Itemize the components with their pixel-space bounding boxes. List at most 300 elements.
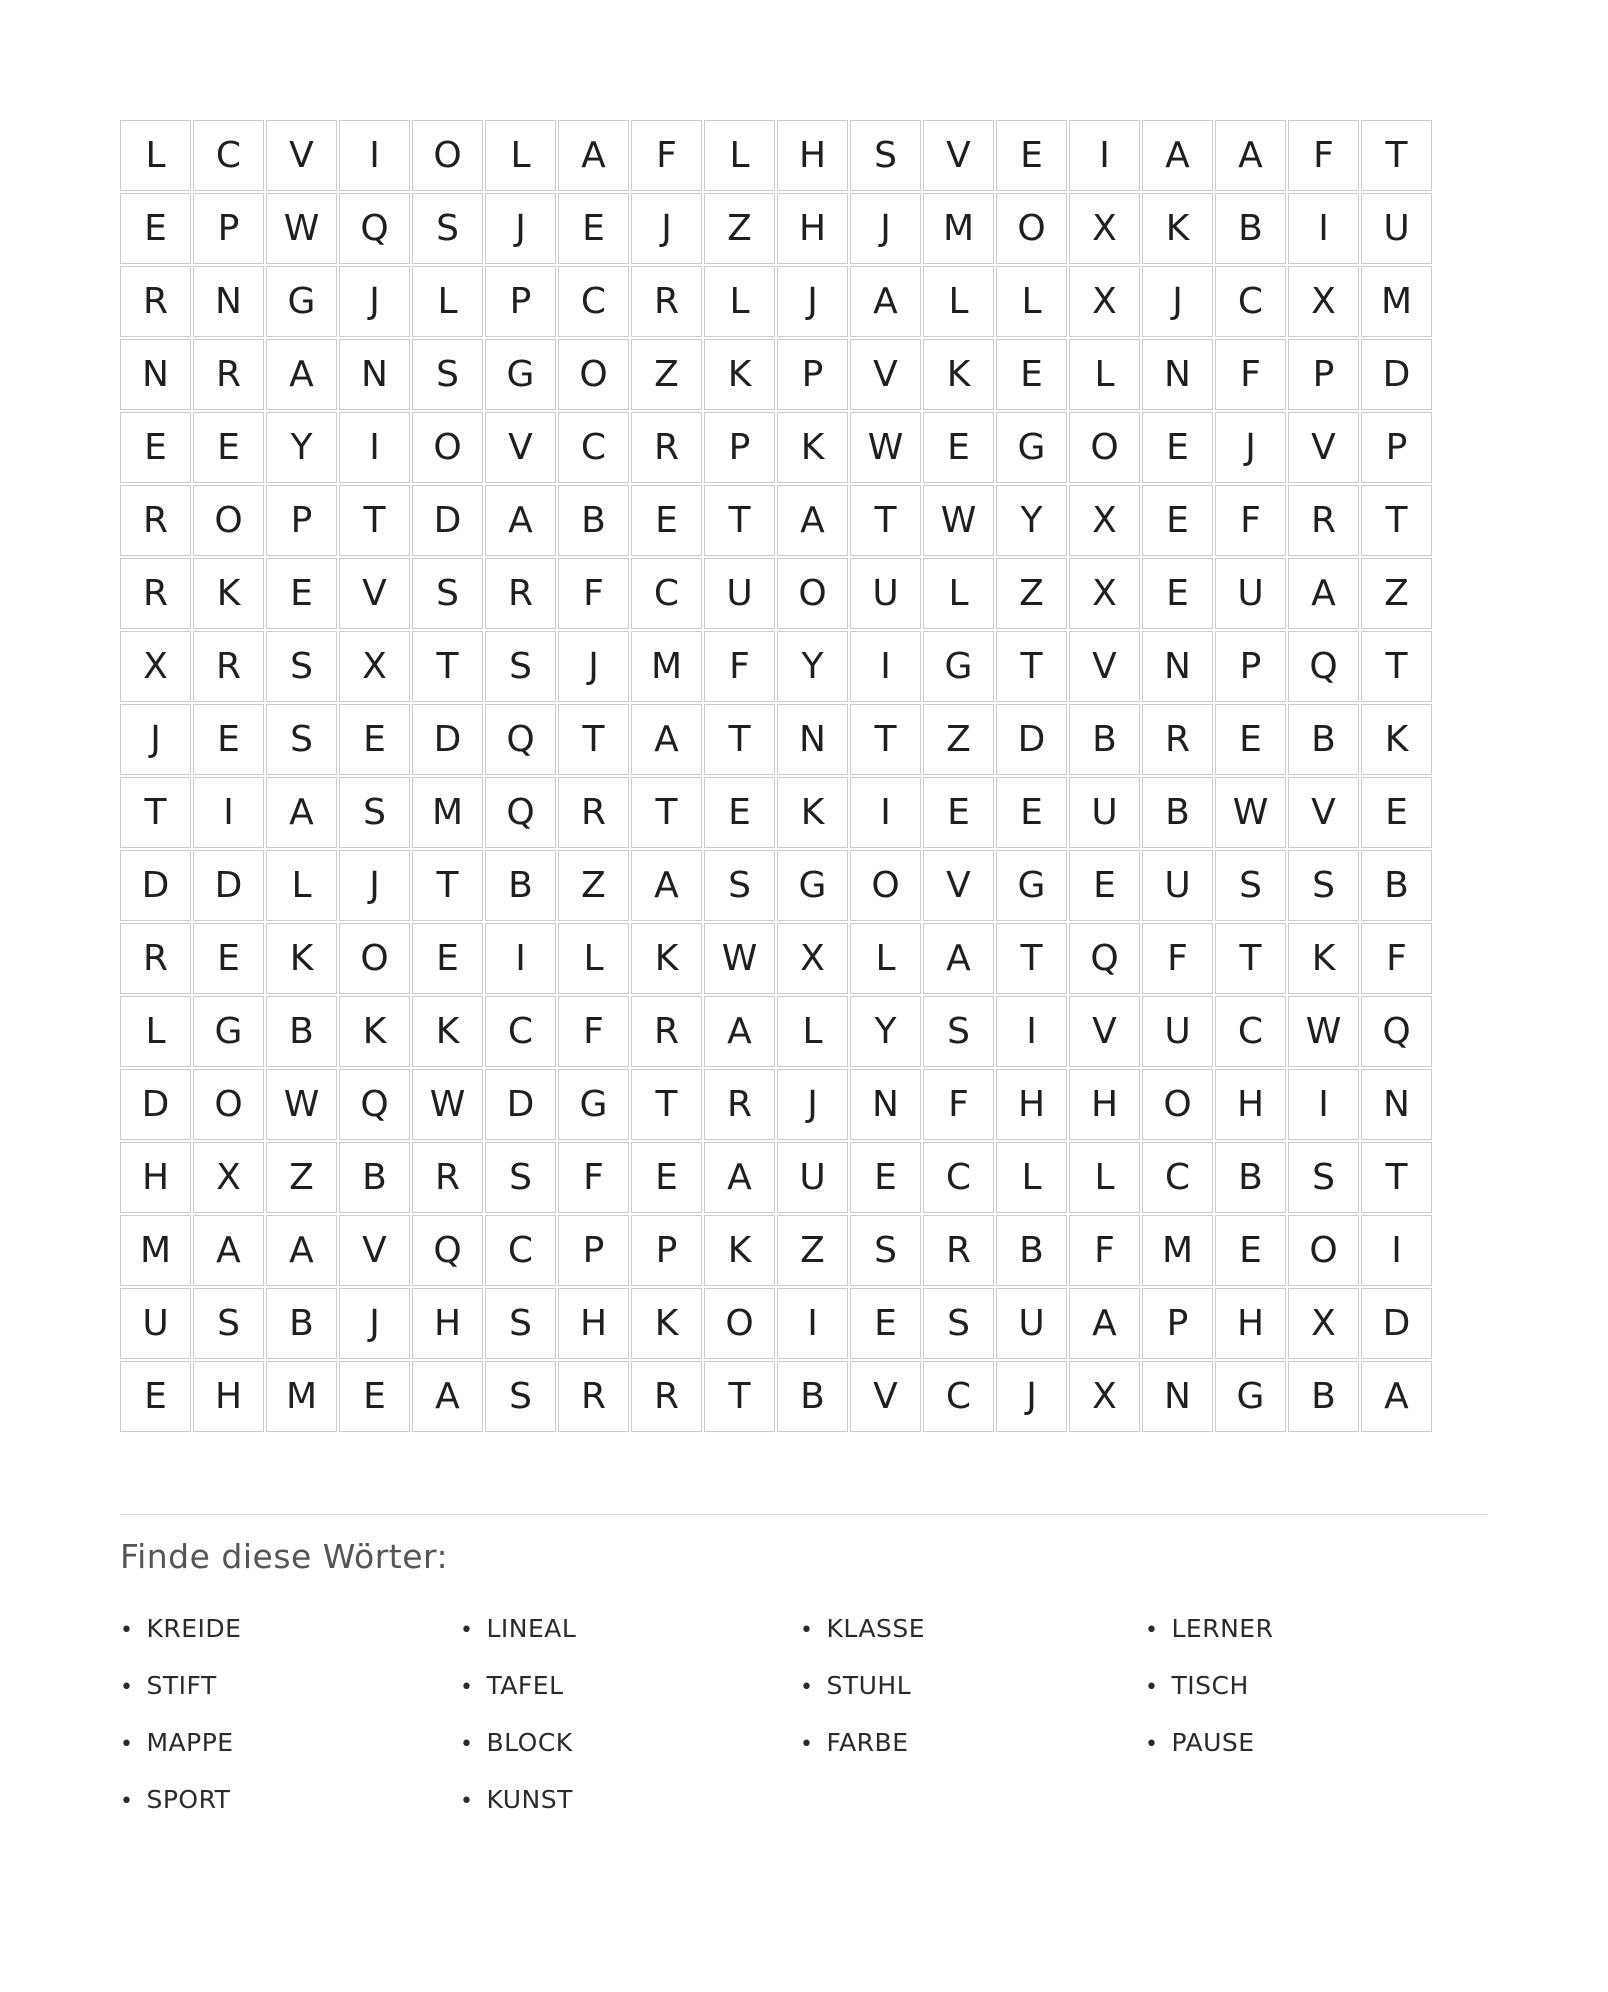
grid-cell-r6c18: T <box>1361 485 1432 556</box>
grid-cell-r12c8: K <box>631 923 702 994</box>
grid-cell-r13c15: U <box>1142 996 1213 1067</box>
grid-cell-r3c6: P <box>485 266 556 337</box>
grid-cell-r5c2: E <box>193 412 264 483</box>
grid-cell-r4c11: V <box>850 339 921 410</box>
word-item-lerner <box>1145 1614 1485 1671</box>
grid-cell-r14c11: N <box>850 1069 921 1140</box>
grid-cell-r2c7: E <box>558 193 629 264</box>
word-label: MAPPE <box>146 1728 234 1757</box>
grid-cell-r12c11: L <box>850 923 921 994</box>
grid-cell-r2c16: B <box>1215 193 1286 264</box>
grid-cell-r15c6: S <box>485 1142 556 1213</box>
grid-cell-r18c9: T <box>704 1361 775 1432</box>
grid-cell-r14c13: H <box>996 1069 1067 1140</box>
grid-cell-r5c7: C <box>558 412 629 483</box>
grid-cell-r3c18: M <box>1361 266 1432 337</box>
grid-cell-r7c13: Z <box>996 558 1067 629</box>
grid-cell-r14c8: T <box>631 1069 702 1140</box>
grid-cell-r18c11: V <box>850 1361 921 1432</box>
grid-cell-r11c1: D <box>120 850 191 921</box>
grid-cell-r10c18: E <box>1361 777 1432 848</box>
grid-cell-r10c15: B <box>1142 777 1213 848</box>
grid-cell-r6c8: E <box>631 485 702 556</box>
grid-cell-r2c3: W <box>266 193 337 264</box>
grid-cell-r11c15: U <box>1142 850 1213 921</box>
grid-cell-r5c5: O <box>412 412 483 483</box>
grid-cell-r7c9: U <box>704 558 775 629</box>
grid-cell-r4c8: Z <box>631 339 702 410</box>
grid-cell-r18c13: J <box>996 1361 1067 1432</box>
grid-cell-r6c15: E <box>1142 485 1213 556</box>
word-item-stift <box>120 1671 460 1728</box>
grid-cell-r6c6: A <box>485 485 556 556</box>
word-item-pause <box>1145 1728 1485 1785</box>
bullet-icon: • <box>800 1675 814 1700</box>
grid-cell-r12c18: F <box>1361 923 1432 994</box>
grid-cell-r4c17: P <box>1288 339 1359 410</box>
grid-cell-r7c11: U <box>850 558 921 629</box>
grid-cell-r6c2: O <box>193 485 264 556</box>
grid-cell-r16c15: M <box>1142 1215 1213 1286</box>
grid-cell-r9c4: E <box>339 704 410 775</box>
grid-cell-r5c1: E <box>120 412 191 483</box>
grid-cell-r6c4: T <box>339 485 410 556</box>
grid-cell-r8c16: P <box>1215 631 1286 702</box>
grid-cell-r13c11: Y <box>850 996 921 1067</box>
grid-cell-r3c1: R <box>120 266 191 337</box>
grid-cell-r2c1: E <box>120 193 191 264</box>
grid-cell-r8c1: X <box>120 631 191 702</box>
grid-cell-r12c4: O <box>339 923 410 994</box>
word-label: STIFT <box>146 1671 217 1700</box>
grid-cell-r11c17: S <box>1288 850 1359 921</box>
grid-cell-r2c10: H <box>777 193 848 264</box>
grid-cell-r12c2: E <box>193 923 264 994</box>
grid-cell-r10c4: S <box>339 777 410 848</box>
grid-cell-r17c9: O <box>704 1288 775 1359</box>
grid-cell-r7c5: S <box>412 558 483 629</box>
grid-cell-r4c16: F <box>1215 339 1286 410</box>
grid-cell-r1c15: A <box>1142 120 1213 191</box>
grid-cell-r9c6: Q <box>485 704 556 775</box>
word-label: PAUSE <box>1171 1728 1255 1757</box>
grid-cell-r12c10: X <box>777 923 848 994</box>
grid-cell-r16c13: B <box>996 1215 1067 1286</box>
grid-cell-r18c12: C <box>923 1361 994 1432</box>
grid-cell-r15c8: E <box>631 1142 702 1213</box>
grid-cell-r13c13: I <box>996 996 1067 1067</box>
grid-cell-r2c14: X <box>1069 193 1140 264</box>
grid-cell-r10c2: I <box>193 777 264 848</box>
grid-cell-r6c11: T <box>850 485 921 556</box>
grid-cell-r1c2: C <box>193 120 264 191</box>
grid-cell-r11c3: L <box>266 850 337 921</box>
grid-cell-r18c16: G <box>1215 1361 1286 1432</box>
divider <box>120 1514 1488 1515</box>
grid-cell-r12c9: W <box>704 923 775 994</box>
grid-cell-r8c18: T <box>1361 631 1432 702</box>
grid-cell-r7c6: R <box>485 558 556 629</box>
grid-cell-r15c12: C <box>923 1142 994 1213</box>
grid-cell-r7c8: C <box>631 558 702 629</box>
grid-cell-r8c3: S <box>266 631 337 702</box>
grid-cell-r1c9: L <box>704 120 775 191</box>
grid-cell-r14c2: O <box>193 1069 264 1140</box>
grid-cell-r5c12: E <box>923 412 994 483</box>
grid-cell-r8c17: Q <box>1288 631 1359 702</box>
grid-cell-r17c15: P <box>1142 1288 1213 1359</box>
grid-cell-r11c16: S <box>1215 850 1286 921</box>
grid-cell-r11c6: B <box>485 850 556 921</box>
grid-cell-r14c16: H <box>1215 1069 1286 1140</box>
grid-cell-r17c16: H <box>1215 1288 1286 1359</box>
grid-cell-r15c13: L <box>996 1142 1067 1213</box>
grid-cell-r14c14: H <box>1069 1069 1140 1140</box>
grid-cell-r6c1: R <box>120 485 191 556</box>
grid-cell-r16c9: K <box>704 1215 775 1286</box>
grid-cell-r1c17: F <box>1288 120 1359 191</box>
grid-cell-r10c14: U <box>1069 777 1140 848</box>
grid-cell-r14c3: W <box>266 1069 337 1140</box>
grid-cell-r10c13: E <box>996 777 1067 848</box>
grid-cell-r17c5: H <box>412 1288 483 1359</box>
bullet-icon: • <box>120 1618 134 1643</box>
grid-cell-r1c13: E <box>996 120 1067 191</box>
grid-cell-r4c6: G <box>485 339 556 410</box>
word-label: LINEAL <box>486 1614 577 1643</box>
grid-cell-r5c16: J <box>1215 412 1286 483</box>
word-list-column <box>460 1614 800 1842</box>
grid-cell-r10c7: R <box>558 777 629 848</box>
word-item-kunst <box>460 1785 800 1842</box>
grid-cell-r11c14: E <box>1069 850 1140 921</box>
word-item-kreide <box>120 1614 460 1671</box>
bullet-icon: • <box>1145 1732 1159 1757</box>
grid-cell-r17c1: U <box>120 1288 191 1359</box>
word-item-lineal <box>460 1614 800 1671</box>
grid-cell-r12c14: Q <box>1069 923 1140 994</box>
bullet-icon: • <box>800 1618 814 1643</box>
grid-cell-r18c2: H <box>193 1361 264 1432</box>
grid-cell-r16c6: C <box>485 1215 556 1286</box>
grid-cell-r14c1: D <box>120 1069 191 1140</box>
word-label: TISCH <box>1171 1671 1249 1700</box>
grid-cell-r1c8: F <box>631 120 702 191</box>
bullet-icon: • <box>460 1618 474 1643</box>
grid-cell-r14c15: O <box>1142 1069 1213 1140</box>
grid-cell-r13c7: F <box>558 996 629 1067</box>
grid-cell-r3c13: L <box>996 266 1067 337</box>
grid-cell-r6c10: A <box>777 485 848 556</box>
grid-cell-r4c12: K <box>923 339 994 410</box>
grid-cell-r12c1: R <box>120 923 191 994</box>
grid-cell-r4c13: E <box>996 339 1067 410</box>
word-item-klasse <box>800 1614 1145 1671</box>
grid-cell-r8c7: J <box>558 631 629 702</box>
grid-cell-r8c4: X <box>339 631 410 702</box>
grid-cell-r5c4: I <box>339 412 410 483</box>
grid-cell-r9c15: R <box>1142 704 1213 775</box>
grid-cell-r16c7: P <box>558 1215 629 1286</box>
grid-cell-r6c3: P <box>266 485 337 556</box>
grid-cell-r9c2: E <box>193 704 264 775</box>
grid-cell-r13c6: C <box>485 996 556 1067</box>
grid-cell-r6c13: Y <box>996 485 1067 556</box>
bullet-icon: • <box>800 1732 814 1757</box>
grid-cell-r17c11: E <box>850 1288 921 1359</box>
grid-cell-r2c9: Z <box>704 193 775 264</box>
grid-cell-r9c16: E <box>1215 704 1286 775</box>
grid-cell-r15c15: C <box>1142 1142 1213 1213</box>
grid-cell-r9c18: K <box>1361 704 1432 775</box>
grid-cell-r17c13: U <box>996 1288 1067 1359</box>
word-item-block <box>460 1728 800 1785</box>
grid-cell-r15c5: R <box>412 1142 483 1213</box>
word-label: SPORT <box>146 1785 231 1814</box>
grid-cell-r12c5: E <box>412 923 483 994</box>
grid-cell-r12c16: T <box>1215 923 1286 994</box>
grid-cell-r1c4: I <box>339 120 410 191</box>
grid-cell-r13c5: K <box>412 996 483 1067</box>
grid-cell-r7c12: L <box>923 558 994 629</box>
grid-cell-r16c11: S <box>850 1215 921 1286</box>
grid-cell-r15c9: A <box>704 1142 775 1213</box>
grid-cell-r1c18: T <box>1361 120 1432 191</box>
grid-cell-r18c18: A <box>1361 1361 1432 1432</box>
grid-cell-r6c5: D <box>412 485 483 556</box>
word-label: KREIDE <box>146 1614 242 1643</box>
grid-cell-r13c14: V <box>1069 996 1140 1067</box>
grid-cell-r10c5: M <box>412 777 483 848</box>
grid-cell-r10c1: T <box>120 777 191 848</box>
grid-cell-r2c5: S <box>412 193 483 264</box>
grid-cell-r9c11: T <box>850 704 921 775</box>
grid-cell-r13c4: K <box>339 996 410 1067</box>
grid-cell-r7c15: E <box>1142 558 1213 629</box>
grid-cell-r3c9: L <box>704 266 775 337</box>
word-list-column <box>1145 1614 1485 1785</box>
grid-cell-r10c12: E <box>923 777 994 848</box>
word-item-sport <box>120 1785 460 1842</box>
grid-cell-r17c2: S <box>193 1288 264 1359</box>
grid-cell-r17c12: S <box>923 1288 994 1359</box>
word-list-column <box>120 1614 460 1842</box>
grid-cell-r15c2: X <box>193 1142 264 1213</box>
grid-cell-r4c14: L <box>1069 339 1140 410</box>
grid-cell-r17c8: K <box>631 1288 702 1359</box>
grid-cell-r14c5: W <box>412 1069 483 1140</box>
grid-cell-r16c3: A <box>266 1215 337 1286</box>
grid-cell-r7c16: U <box>1215 558 1286 629</box>
grid-cell-r3c11: A <box>850 266 921 337</box>
grid-cell-r7c18: Z <box>1361 558 1432 629</box>
grid-cell-r2c6: J <box>485 193 556 264</box>
grid-cell-r2c17: I <box>1288 193 1359 264</box>
grid-cell-r16c1: M <box>120 1215 191 1286</box>
grid-cell-r18c3: M <box>266 1361 337 1432</box>
grid-cell-r10c17: V <box>1288 777 1359 848</box>
grid-cell-r7c1: R <box>120 558 191 629</box>
grid-cell-r9c1: J <box>120 704 191 775</box>
grid-cell-r9c5: D <box>412 704 483 775</box>
grid-cell-r1c12: V <box>923 120 994 191</box>
grid-cell-r9c9: T <box>704 704 775 775</box>
grid-cell-r4c1: N <box>120 339 191 410</box>
grid-cell-r3c8: R <box>631 266 702 337</box>
grid-cell-r4c4: N <box>339 339 410 410</box>
grid-cell-r4c3: A <box>266 339 337 410</box>
grid-cell-r1c3: V <box>266 120 337 191</box>
grid-cell-r3c5: L <box>412 266 483 337</box>
word-label: TAFEL <box>486 1671 564 1700</box>
grid-cell-r7c7: F <box>558 558 629 629</box>
grid-cell-r8c10: Y <box>777 631 848 702</box>
grid-cell-r9c12: Z <box>923 704 994 775</box>
grid-cell-r14c4: Q <box>339 1069 410 1140</box>
grid-cell-r2c12: M <box>923 193 994 264</box>
grid-cell-r4c15: N <box>1142 339 1213 410</box>
grid-cell-r2c4: Q <box>339 193 410 264</box>
grid-cell-r18c15: N <box>1142 1361 1213 1432</box>
grid-cell-r6c16: F <box>1215 485 1286 556</box>
grid-cell-r5c18: P <box>1361 412 1432 483</box>
grid-cell-r13c12: S <box>923 996 994 1067</box>
grid-cell-r15c4: B <box>339 1142 410 1213</box>
grid-cell-r3c14: X <box>1069 266 1140 337</box>
grid-cell-r3c2: N <box>193 266 264 337</box>
bullet-icon: • <box>460 1789 474 1814</box>
grid-cell-r11c9: S <box>704 850 775 921</box>
grid-cell-r7c4: V <box>339 558 410 629</box>
grid-cell-r13c3: B <box>266 996 337 1067</box>
word-label: KLASSE <box>826 1614 926 1643</box>
word-label: KUNST <box>486 1785 573 1814</box>
grid-cell-r8c5: T <box>412 631 483 702</box>
grid-cell-r8c8: M <box>631 631 702 702</box>
grid-cell-r3c12: L <box>923 266 994 337</box>
grid-cell-r11c8: A <box>631 850 702 921</box>
grid-cell-r4c9: K <box>704 339 775 410</box>
grid-cell-r8c2: R <box>193 631 264 702</box>
grid-cell-r10c10: K <box>777 777 848 848</box>
grid-cell-r6c7: B <box>558 485 629 556</box>
grid-cell-r2c15: K <box>1142 193 1213 264</box>
grid-cell-r13c16: C <box>1215 996 1286 1067</box>
grid-cell-r10c8: T <box>631 777 702 848</box>
word-list-title: Finde diese Wörter: <box>120 1537 449 1576</box>
grid-cell-r16c16: E <box>1215 1215 1286 1286</box>
grid-cell-r11c7: Z <box>558 850 629 921</box>
grid-cell-r17c18: D <box>1361 1288 1432 1359</box>
grid-cell-r15c14: L <box>1069 1142 1140 1213</box>
grid-cell-r16c2: A <box>193 1215 264 1286</box>
bullet-icon: • <box>1145 1675 1159 1700</box>
bullet-icon: • <box>460 1732 474 1757</box>
grid-cell-r5c3: Y <box>266 412 337 483</box>
word-search-grid <box>120 120 1432 1432</box>
grid-cell-r5c9: P <box>704 412 775 483</box>
grid-cell-r9c10: N <box>777 704 848 775</box>
grid-cell-r12c17: K <box>1288 923 1359 994</box>
grid-cell-r15c7: F <box>558 1142 629 1213</box>
grid-cell-r12c6: I <box>485 923 556 994</box>
grid-cell-r2c18: U <box>1361 193 1432 264</box>
grid-cell-r18c14: X <box>1069 1361 1140 1432</box>
grid-cell-r14c9: R <box>704 1069 775 1140</box>
grid-cell-r3c10: J <box>777 266 848 337</box>
grid-cell-r15c10: U <box>777 1142 848 1213</box>
grid-cell-r10c16: W <box>1215 777 1286 848</box>
grid-cell-r9c8: A <box>631 704 702 775</box>
grid-cell-r11c18: B <box>1361 850 1432 921</box>
grid-cell-r4c2: R <box>193 339 264 410</box>
grid-cell-r16c10: Z <box>777 1215 848 1286</box>
grid-cell-r7c10: O <box>777 558 848 629</box>
grid-cell-r2c2: P <box>193 193 264 264</box>
grid-cell-r18c4: E <box>339 1361 410 1432</box>
grid-cell-r15c18: T <box>1361 1142 1432 1213</box>
grid-cell-r17c7: H <box>558 1288 629 1359</box>
grid-cell-r9c13: D <box>996 704 1067 775</box>
grid-cell-r9c17: B <box>1288 704 1359 775</box>
grid-cell-r13c10: L <box>777 996 848 1067</box>
grid-cell-r1c11: S <box>850 120 921 191</box>
grid-cell-r13c2: G <box>193 996 264 1067</box>
grid-cell-r11c5: T <box>412 850 483 921</box>
grid-cell-r13c18: Q <box>1361 996 1432 1067</box>
grid-cell-r7c17: A <box>1288 558 1359 629</box>
grid-cell-r18c10: B <box>777 1361 848 1432</box>
grid-cell-r12c15: F <box>1142 923 1213 994</box>
grid-cell-r5c11: W <box>850 412 921 483</box>
bullet-icon: • <box>120 1789 134 1814</box>
grid-cell-r8c14: V <box>1069 631 1140 702</box>
word-label: FARBE <box>826 1728 909 1757</box>
grid-cell-r2c11: J <box>850 193 921 264</box>
bullet-icon: • <box>120 1675 134 1700</box>
grid-cell-r12c7: L <box>558 923 629 994</box>
grid-cell-r5c15: E <box>1142 412 1213 483</box>
grid-cell-r16c5: Q <box>412 1215 483 1286</box>
grid-cell-r8c12: G <box>923 631 994 702</box>
grid-cell-r9c3: S <box>266 704 337 775</box>
grid-cell-r16c18: I <box>1361 1215 1432 1286</box>
grid-cell-r7c14: X <box>1069 558 1140 629</box>
grid-cell-r11c11: O <box>850 850 921 921</box>
grid-cell-r14c18: N <box>1361 1069 1432 1140</box>
grid-cell-r17c4: J <box>339 1288 410 1359</box>
grid-cell-r18c8: R <box>631 1361 702 1432</box>
grid-cell-r15c1: H <box>120 1142 191 1213</box>
grid-cell-r14c10: J <box>777 1069 848 1140</box>
grid-cell-r14c6: D <box>485 1069 556 1140</box>
grid-cell-r1c7: A <box>558 120 629 191</box>
grid-cell-r10c3: A <box>266 777 337 848</box>
grid-cell-r16c8: P <box>631 1215 702 1286</box>
grid-cell-r18c5: A <box>412 1361 483 1432</box>
grid-cell-r3c17: X <box>1288 266 1359 337</box>
grid-cell-r13c8: R <box>631 996 702 1067</box>
grid-cell-r4c7: O <box>558 339 629 410</box>
grid-cell-r14c17: I <box>1288 1069 1359 1140</box>
grid-cell-r11c12: V <box>923 850 994 921</box>
grid-cell-r16c4: V <box>339 1215 410 1286</box>
grid-cell-r8c13: T <box>996 631 1067 702</box>
grid-cell-r15c11: E <box>850 1142 921 1213</box>
grid-cell-r6c12: W <box>923 485 994 556</box>
grid-cell-r11c2: D <box>193 850 264 921</box>
grid-cell-r10c11: I <box>850 777 921 848</box>
